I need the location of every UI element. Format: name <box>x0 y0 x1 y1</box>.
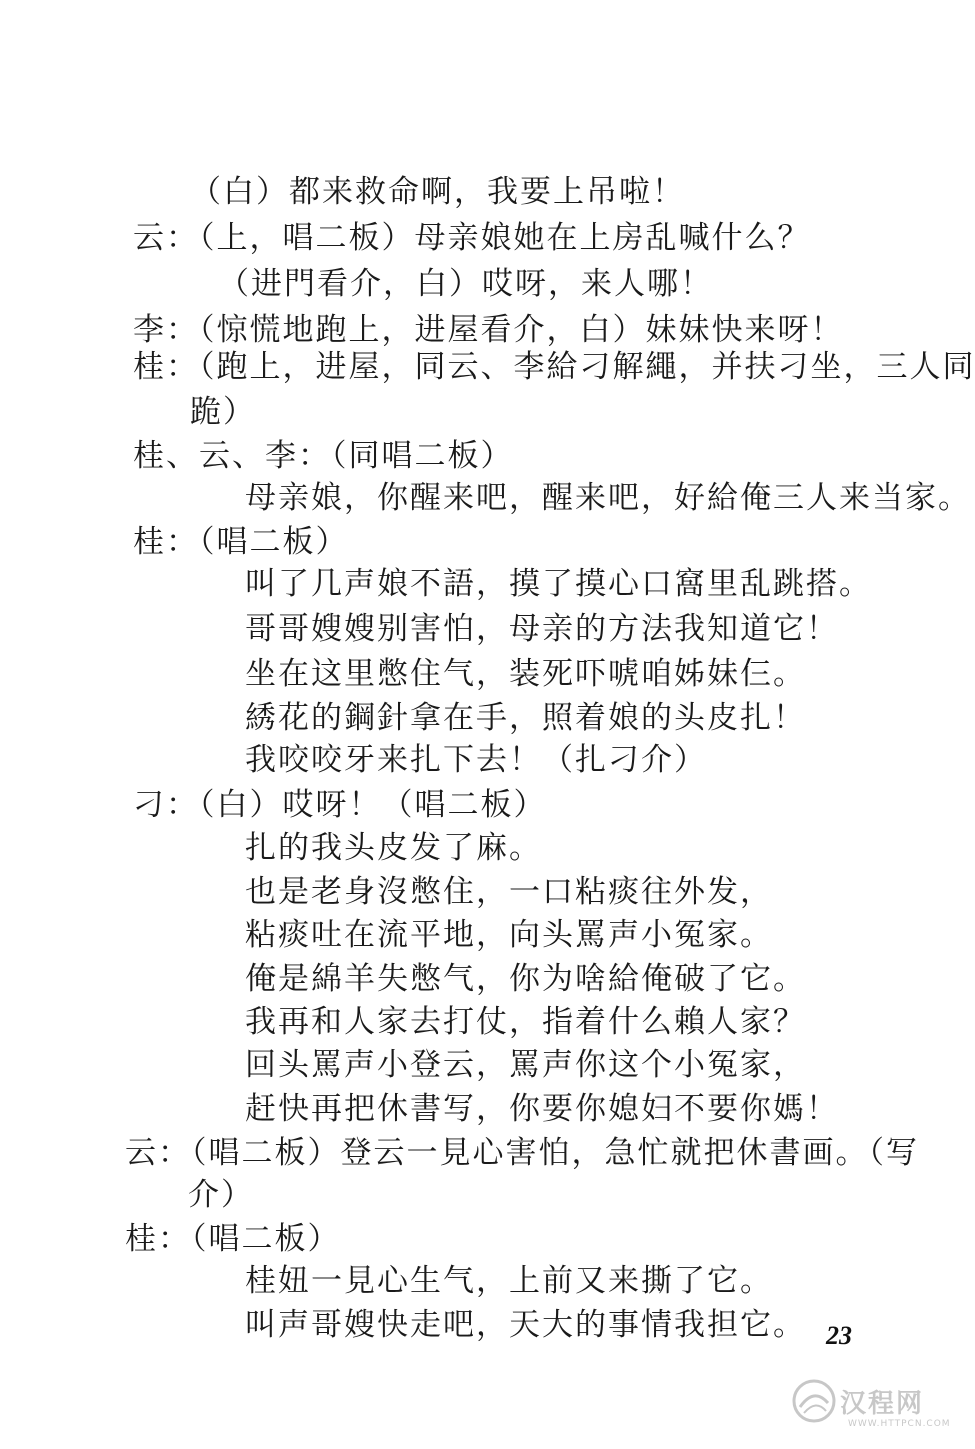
text-line: 刁：（白）哎呀！（唱二板） <box>133 787 547 823</box>
text-line: 桂：（跑上，进屋，同云、李給刁解繩，并扶刁坐，三人同 <box>133 349 975 385</box>
text-line: （进門看介，白）哎呀，来人哪！ <box>218 266 713 302</box>
text-line: 桂妞一見心生气，上前又来撕了它。 <box>245 1263 773 1299</box>
text-line: 俺是綿羊失憋气，你为啥給俺破了它。 <box>245 961 806 997</box>
text-line: 赶快再把休書写，你要你媳妇不要你媽！ <box>245 1091 839 1127</box>
text-line: 桂：（唱二板） <box>133 524 349 560</box>
text-line: 桂：（唱二板） <box>125 1221 341 1257</box>
text-line: 我咬咬牙来扎下去！（扎刁介） <box>245 742 707 778</box>
page-number: 23 <box>826 1321 852 1350</box>
text-line: 綉花的鋼針拿在手，照着娘的头皮扎！ <box>245 700 806 736</box>
text-line: （白）都来救命啊，我要上吊啦！ <box>190 174 685 210</box>
text-line: 介） <box>188 1177 254 1213</box>
text-line: 回头罵声小登云，罵声你这个小冤家， <box>245 1047 806 1083</box>
text-line: 母亲娘，你醒来吧，醒来吧，好給俺三人来当家。 <box>245 480 971 516</box>
text-line: 哥哥嫂嫂别害怕，母亲的方法我知道它！ <box>245 611 839 647</box>
text-line: 叫声哥嫂快走吧，天大的事情我担它。 <box>245 1307 806 1343</box>
text-line: 跪） <box>190 394 256 430</box>
text-line: 粘痰吐在流平地，向头罵声小冤家。 <box>245 917 773 953</box>
text-line: 我再和人家去打仗，指着什么賴人家？ <box>245 1004 806 1040</box>
watermark-text: 汉程网 <box>840 1389 925 1419</box>
text-line: 叫了几声娘不語，摸了摸心口窩里乱跳搭。 <box>245 566 872 602</box>
text-line: 桂、云、李：（同唱二板） <box>133 438 514 474</box>
watermark-url: WWW.HTTPCN.COM <box>848 1419 951 1429</box>
text-line: 扎的我头皮发了麻。 <box>245 830 542 866</box>
text-line: 也是老身沒憋住，一口粘痰往外发， <box>245 874 773 910</box>
text-line: 坐在这里憋住气，装死吓唬咱姊妹仨。 <box>245 656 806 692</box>
text-line: 云：（唱二板）登云一見心害怕，急忙就把休書画。（写 <box>125 1135 919 1171</box>
watermark-logo-icon <box>790 1377 838 1425</box>
text-line: 李：（惊慌地跑上，进屋看介，白）妹妹快来呀！ <box>133 312 844 348</box>
text-line: 云：（上，唱二板）母亲娘她在上房乱喊什么？ <box>133 220 811 256</box>
watermark <box>790 1375 960 1441</box>
